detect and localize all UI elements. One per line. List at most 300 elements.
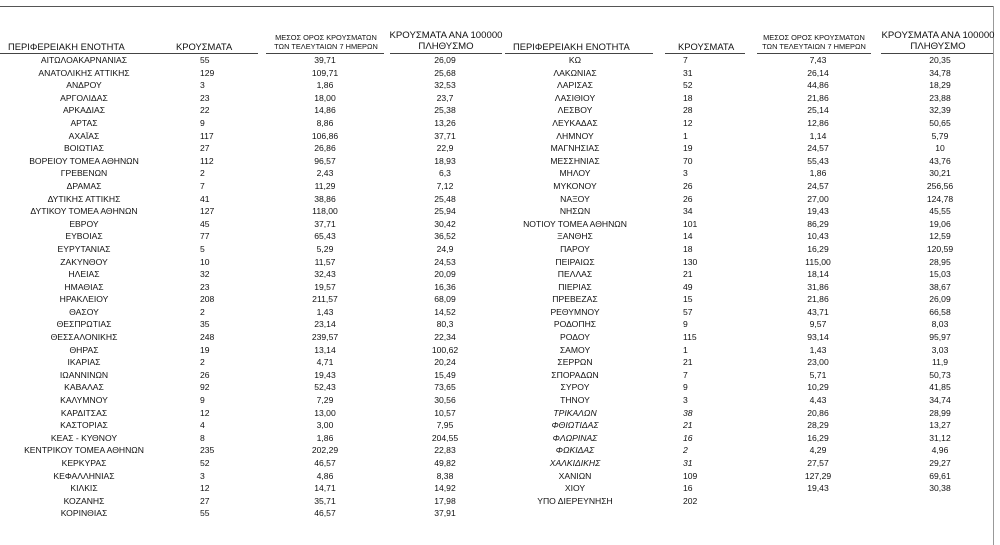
left-table-row — [0, 243, 497, 256]
left-cell-avg: 19,57 — [314, 281, 336, 292]
right-header-cases: ΚΡΟΥΣΜΑΤΑ — [678, 41, 735, 52]
left-cell-per: 25,38 — [434, 105, 456, 116]
left-cell-cases: 7 — [200, 180, 205, 191]
right-cell-region: ΤΡΙΚΑΛΩΝ — [553, 407, 597, 418]
left-cell-cases: 2 — [200, 357, 205, 368]
left-table-row — [0, 318, 497, 331]
right-cell-cases: 9 — [683, 382, 688, 393]
right-cell-region: ΜΑΓΝΗΣΙΑΣ — [550, 143, 600, 154]
left-header-region: ΠΕΡΙΦΕΡΕΙΑΚΗ ΕΝΟΤΗΤΑ — [8, 41, 125, 52]
left-table-row — [0, 268, 497, 281]
left-header-average — [265, 33, 387, 51]
left-cell-avg: 4,86 — [316, 470, 334, 481]
left-cell-cases: 19 — [200, 344, 210, 355]
left-cell-region: ΒΟΙΩΤΙΑΣ — [64, 143, 104, 154]
left-cell-cases: 248 — [200, 332, 215, 343]
right-table-row — [505, 331, 995, 344]
left-cell-cases: 92 — [200, 382, 210, 393]
left-cell-per: 25,48 — [434, 193, 456, 204]
left-cell-per: 100,62 — [431, 344, 459, 355]
right-cell-cases: 18 — [683, 243, 693, 254]
right-table-row — [505, 482, 995, 495]
right-cell-per: 29,27 — [929, 458, 951, 468]
right-cell-per: 4,96 — [931, 445, 949, 456]
left-cell-cases: 12 — [200, 483, 210, 494]
left-cell-region: ΚΑΣΤΟΡΙΑΣ — [60, 420, 108, 431]
right-cell-cases: 15 — [683, 294, 693, 305]
right-cell-region: ΣΥΡΟΥ — [560, 382, 590, 393]
right-table-row — [505, 281, 995, 294]
right-cell-avg: 127,29 — [804, 470, 832, 481]
right-cell-cases: 202 — [683, 495, 698, 506]
right-cell-cases: 3 — [683, 395, 688, 406]
right-cell-avg: 1,86 — [809, 168, 827, 179]
right-cell-avg: 5,71 — [809, 369, 827, 380]
left-cell-avg: 38,86 — [314, 193, 336, 204]
left-cell-per: 7,12 — [436, 180, 454, 191]
right-header-region: ΠΕΡΙΦΕΡΕΙΑΚΗ ΕΝΟΤΗΤΑ — [513, 41, 630, 52]
left-cell-region: ΚΙΛΚΙΣ — [70, 483, 98, 494]
left-table-row — [0, 256, 497, 269]
left-cell-avg: 19,43 — [314, 369, 336, 380]
right-cell-avg: 4,43 — [809, 395, 827, 406]
left-table-row — [0, 482, 497, 495]
right-cell-cases: 26 — [683, 180, 693, 191]
left-cell-cases: 5 — [200, 243, 205, 254]
right-table-row — [505, 142, 995, 155]
left-table-row — [0, 205, 497, 218]
right-cell-per: 69,61 — [929, 470, 951, 481]
right-cell-avg: 7,43 — [809, 55, 827, 65]
left-cell-cases: 23 — [200, 281, 210, 292]
right-cell-region: ΦΘΙΩΤΙΔΑΣ — [551, 420, 599, 431]
left-cell-region: ΘΕΣΣΑΛΟΝΙΚΗΣ — [50, 332, 118, 343]
left-table-row — [0, 180, 497, 193]
left-table-row — [0, 142, 497, 155]
left-cell-avg: 8,86 — [316, 117, 334, 128]
left-table-row — [0, 293, 497, 306]
left-cell-region: ΖΑΚΥΝΘΟΥ — [60, 256, 108, 267]
right-header-average-line1: ΜΕΣΟΣ ΟΡΟΣ ΚΡΟΥΣΜΑΤΩΝ — [763, 33, 865, 42]
right-cell-avg: 1,14 — [809, 130, 827, 141]
right-cell-per: 31,12 — [929, 432, 951, 443]
right-table-row — [505, 155, 995, 168]
right-cell-per: 50,73 — [929, 369, 951, 380]
right-table-row — [505, 54, 995, 67]
left-cell-per: 73,65 — [434, 382, 456, 393]
right-table-row — [505, 495, 995, 508]
right-cell-region: ΧΑΛΚΙΔΙΚΗΣ — [549, 458, 601, 468]
left-cell-region: ΘΗΡΑΣ — [69, 344, 99, 355]
right-cell-region: ΜΕΣΣΗΝΙΑΣ — [550, 155, 600, 166]
left-cell-region: ΑΝΑΤΟΛΙΚΗΣ ΑΤΤΙΚΗΣ — [38, 67, 130, 78]
left-cell-per: 15,49 — [434, 369, 456, 380]
left-table-row — [0, 495, 497, 508]
left-cell-region: ΓΡΕΒΕΝΩΝ — [60, 168, 108, 179]
left-cell-avg: 13,00 — [314, 407, 336, 418]
left-cell-avg: 11,57 — [314, 256, 336, 267]
right-table-row — [505, 67, 995, 80]
right-cell-per: 10 — [935, 143, 945, 154]
left-table-row — [0, 457, 497, 470]
right-cell-cases: 16 — [683, 483, 693, 494]
left-cell-avg: 1,43 — [316, 306, 334, 317]
right-cell-avg: 28,29 — [807, 420, 829, 431]
left-cell-avg: 23,14 — [314, 319, 336, 330]
right-cell-region: ΣΑΜΟΥ — [559, 344, 591, 355]
left-cell-region: ΚΕΝΤΡΙΚΟΥ ΤΟΜΕΑ ΑΘΗΝΩΝ — [24, 445, 144, 456]
right-cell-per: 19,06 — [929, 218, 951, 229]
left-cell-cases: 9 — [200, 117, 205, 128]
right-table-row — [505, 306, 995, 319]
left-cell-region: ΑΝΔΡΟΥ — [66, 80, 102, 91]
right-table-row — [505, 130, 995, 143]
left-table-row — [0, 67, 497, 80]
left-table-row — [0, 381, 497, 394]
left-cell-avg: 46,57 — [314, 508, 336, 519]
left-cell-region: ΗΜΑΘΙΑΣ — [64, 281, 104, 292]
right-header-per100k-line2: ΠΛΗΘΥΣΜΟ — [910, 41, 966, 52]
left-cell-avg: 11,29 — [314, 180, 336, 191]
left-header-per100k-line2: ΠΛΗΘΥΣΜΟ — [418, 41, 474, 52]
right-cell-cases: 7 — [683, 55, 688, 65]
right-cell-avg: 4,29 — [809, 445, 827, 456]
left-cell-per: 204,55 — [431, 432, 459, 443]
left-cell-cases: 10 — [200, 256, 210, 267]
left-cell-avg: 7,29 — [316, 395, 334, 406]
left-cell-region: ΘΑΣΟΥ — [69, 306, 99, 317]
right-cell-cases: 52 — [683, 80, 693, 91]
right-cell-cases: 49 — [683, 281, 693, 292]
right-table-row — [505, 419, 995, 432]
left-cell-region: ΗΡΑΚΛΕΙΟΥ — [59, 294, 109, 305]
right-cell-cases: 31 — [683, 67, 693, 78]
right-table-row — [505, 318, 995, 331]
left-header-average-line1: ΜΕΣΟΣ ΟΡΟΣ ΚΡΟΥΣΜΑΤΩΝ — [275, 33, 377, 42]
left-cell-region: ΕΒΡΟΥ — [69, 218, 99, 229]
right-cell-per: 11,9 — [931, 357, 949, 368]
left-table-row — [0, 407, 497, 420]
right-cell-per: 45,55 — [929, 206, 951, 217]
right-cell-region: ΜΥΚΟΝΟΥ — [553, 180, 597, 191]
right-cell-cases: 12 — [683, 117, 693, 128]
right-table-row — [505, 268, 995, 281]
right-cell-cases: 21 — [683, 269, 693, 280]
right-cell-cases: 38 — [683, 407, 693, 418]
right-cell-cases: 21 — [683, 357, 693, 368]
right-cell-cases: 2 — [683, 445, 688, 456]
left-cell-avg: 109,71 — [311, 67, 339, 78]
left-table-row — [0, 230, 497, 243]
right-cell-per: 15,03 — [929, 269, 951, 280]
right-cell-region: ΠΡΕΒΕΖΑΣ — [552, 294, 598, 305]
left-cell-avg: 118,00 — [312, 206, 338, 217]
right-cell-cases: 14 — [683, 231, 693, 242]
right-cell-per: 66,58 — [929, 306, 951, 317]
right-cell-avg: 21,86 — [807, 294, 829, 305]
top-rule — [0, 6, 994, 7]
left-cell-per: 14,92 — [434, 483, 456, 494]
left-cell-cases: 112 — [200, 155, 214, 166]
right-cell-region: ΠΙΕΡΙΑΣ — [558, 281, 592, 292]
left-cell-region: ΑΡΤΑΣ — [70, 117, 98, 128]
right-cell-avg: 25,14 — [807, 105, 829, 116]
right-table-row — [505, 444, 995, 457]
left-cell-per: 30,42 — [434, 218, 456, 229]
right-cell-cases: 21 — [683, 420, 693, 431]
left-cell-avg: 65,43 — [314, 231, 336, 242]
left-table-body — [0, 54, 497, 520]
left-cell-avg: 14,86 — [314, 105, 336, 116]
right-table-row — [505, 470, 995, 483]
right-cell-per: 124,78 — [926, 193, 954, 204]
left-cell-avg: 52,43 — [314, 382, 336, 393]
left-cell-cases: 55 — [200, 508, 210, 519]
right-cell-region: ΝΑΞΟΥ — [560, 193, 590, 204]
right-cell-cases: 3 — [683, 168, 688, 179]
right-cell-region: ΞΑΝΘΗΣ — [557, 231, 593, 242]
right-cell-per: 38,67 — [929, 281, 951, 292]
right-cell-region: ΛΕΥΚΑΔΑΣ — [552, 117, 598, 128]
left-cell-per: 49,82 — [434, 458, 456, 468]
right-cell-region: ΛΑΣΙΘΙΟΥ — [554, 92, 596, 103]
right-cell-cases: 7 — [683, 369, 688, 380]
left-cell-per: 22,83 — [434, 445, 456, 456]
right-table-row — [505, 432, 995, 445]
right-cell-cases: 1 — [683, 344, 688, 355]
left-cell-region: ΕΥΒΟΙΑΣ — [65, 231, 103, 242]
left-cell-avg: 4,71 — [316, 357, 334, 368]
left-table-row — [0, 419, 497, 432]
right-cell-region: ΤΗΝΟΥ — [560, 395, 590, 406]
left-cell-avg: 239,57 — [311, 332, 339, 343]
left-cell-per: 17,98 — [434, 495, 456, 506]
left-cell-per: 20,24 — [434, 357, 456, 368]
left-cell-cases: 129 — [200, 67, 215, 78]
left-cell-cases: 12 — [200, 407, 210, 418]
left-cell-per: 32,53 — [434, 80, 456, 91]
right-cell-region: ΦΩΚΙΔΑΣ — [555, 445, 595, 456]
right-cell-avg: 86,29 — [807, 218, 829, 229]
right-table-row — [505, 104, 995, 117]
left-table-row — [0, 432, 497, 445]
right-cell-region: ΡΕΘΥΜΝΟΥ — [550, 306, 600, 317]
left-cell-cases: 235 — [200, 445, 215, 456]
right-cell-avg: 19,43 — [807, 483, 829, 494]
right-cell-avg: 1,43 — [809, 344, 827, 355]
left-header-per100k — [385, 30, 507, 52]
right-cell-region: ΠΕΙΡΑΙΩΣ — [555, 256, 595, 267]
right-table-row — [505, 243, 995, 256]
left-table-row — [0, 344, 497, 357]
right-cell-avg: 16,29 — [807, 243, 829, 254]
left-table-row — [0, 155, 497, 168]
left-cell-region: ΔΥΤΙΚΗΣ ΑΤΤΙΚΗΣ — [47, 193, 121, 204]
left-cell-region: ΔΡΑΜΑΣ — [66, 180, 102, 191]
left-cell-cases: 45 — [200, 218, 210, 229]
left-header-per100k-line1: ΚΡΟΥΣΜΑΤΑ ΑΝΑ 100000 — [389, 30, 503, 41]
left-cell-avg: 37,71 — [314, 218, 336, 229]
right-cell-region: ΦΛΩΡΙΝΑΣ — [552, 432, 598, 443]
left-cell-region: ΚΑΛΥΜΝΟΥ — [60, 395, 108, 406]
right-cell-per: 120,59 — [926, 243, 954, 254]
left-table — [0, 24, 503, 520]
left-cell-cases: 3 — [200, 80, 205, 91]
right-cell-avg: 24,57 — [807, 143, 829, 154]
left-cell-cases: 117 — [200, 130, 214, 141]
left-cell-region: ΑΡΓΟΛΙΔΑΣ — [60, 92, 108, 103]
right-table-row — [505, 230, 995, 243]
left-cell-cases: 27 — [200, 143, 210, 154]
right-table-row — [505, 92, 995, 105]
right-cell-avg: 24,57 — [807, 180, 829, 191]
right-table-row — [505, 394, 995, 407]
left-cell-region: ΕΥΡΥΤΑΝΙΑΣ — [57, 243, 111, 254]
right-cell-per: 8,03 — [931, 319, 949, 330]
right-cell-per: 34,74 — [929, 395, 951, 406]
left-table-row — [0, 193, 497, 206]
left-cell-avg: 35,71 — [314, 495, 336, 506]
right-cell-avg: 9,57 — [809, 319, 827, 330]
left-cell-per: 37,91 — [434, 508, 456, 519]
left-cell-per: 18,93 — [434, 155, 456, 166]
right-cell-cases: 34 — [683, 206, 693, 217]
right-cell-avg: 55,43 — [807, 155, 829, 166]
left-cell-cases: 4 — [200, 420, 205, 431]
right-cell-avg: 43,71 — [807, 306, 829, 317]
right-cell-per: 20,35 — [929, 55, 951, 65]
left-cell-cases: 23 — [200, 92, 210, 103]
right-table-row — [505, 180, 995, 193]
left-cell-avg: 1,86 — [316, 80, 334, 91]
left-cell-per: 14,52 — [434, 306, 456, 317]
left-cell-avg: 211,57 — [312, 294, 338, 305]
left-cell-cases: 3 — [200, 470, 205, 481]
right-cell-region: ΡΟΔΟΠΗΣ — [553, 319, 597, 330]
left-cell-cases: 22 — [200, 105, 210, 116]
right-cell-per: 43,76 — [929, 155, 951, 166]
right-table-row — [505, 407, 995, 420]
left-cell-cases: 77 — [200, 231, 210, 242]
right-header-per100k — [878, 30, 998, 52]
left-cell-region: ΗΛΕΙΑΣ — [68, 269, 100, 280]
left-cell-cases: 127 — [200, 206, 215, 217]
right-table-row — [505, 256, 995, 269]
left-cell-cases: 52 — [200, 458, 210, 468]
right-cell-avg: 27,00 — [807, 193, 829, 204]
left-cell-avg: 2,43 — [316, 168, 334, 179]
right-cell-cases: 28 — [683, 105, 693, 116]
left-table-row — [0, 331, 497, 344]
left-table-row — [0, 167, 497, 180]
right-cell-per: 12,59 — [929, 231, 951, 242]
left-cell-per: 16,36 — [434, 281, 456, 292]
left-cell-region: ΚΟΡΙΝΘΙΑΣ — [60, 508, 108, 519]
right-cell-region: ΛΗΜΝΟΥ — [556, 130, 594, 141]
left-table-row — [0, 394, 497, 407]
left-cell-per: 36,52 — [434, 231, 456, 242]
left-cell-region: ΔΥΤΙΚΟΥ ΤΟΜΕΑ ΑΘΗΝΩΝ — [30, 206, 138, 217]
left-cell-per: 26,09 — [434, 55, 456, 65]
right-table-row — [505, 218, 995, 231]
left-cell-region: ΚΕΦΑΛΛΗΝΙΑΣ — [53, 470, 115, 481]
right-cell-cases: 109 — [683, 470, 698, 481]
right-cell-cases: 70 — [683, 155, 693, 166]
right-cell-cases: 115 — [683, 332, 697, 343]
right-cell-region: ΛΕΣΒΟΥ — [557, 105, 593, 116]
left-cell-per: 37,71 — [434, 130, 456, 141]
right-cell-avg: 31,86 — [807, 281, 829, 292]
right-cell-avg: 115,00 — [805, 256, 831, 267]
right-cell-per: 26,09 — [929, 294, 951, 305]
right-cell-avg: 44,86 — [807, 80, 829, 91]
right-cell-cases: 130 — [683, 256, 698, 267]
right-cell-avg: 10,29 — [807, 382, 829, 393]
left-table-row — [0, 356, 497, 369]
left-cell-region: ΒΟΡΕΙΟΥ ΤΟΜΕΑ ΑΘΗΝΩΝ — [29, 155, 139, 166]
right-cell-per: 50,65 — [929, 117, 951, 128]
right-table-row — [505, 205, 995, 218]
left-cell-per: 24,53 — [434, 256, 456, 267]
left-table-row — [0, 306, 497, 319]
left-cell-region: ΑΧΑΪΑΣ — [68, 130, 100, 141]
right-cell-avg: 20,86 — [807, 407, 829, 418]
right-cell-per: 41,85 — [929, 382, 951, 393]
left-cell-avg: 13,14 — [314, 344, 336, 355]
left-cell-avg: 18,00 — [314, 92, 336, 103]
right-cell-region: ΝΗΣΩΝ — [559, 206, 591, 217]
right-cell-per: 28,95 — [929, 256, 951, 267]
left-cell-cases: 9 — [200, 395, 205, 406]
right-cell-avg: 10,43 — [807, 231, 829, 242]
left-header-average-line2: ΤΩΝ ΤΕΛΕΥΤΑΙΩΝ 7 ΗΜΕΡΩΝ — [274, 42, 378, 51]
right-cell-cases: 16 — [683, 432, 693, 443]
left-cell-cases: 208 — [200, 294, 215, 305]
right-cell-cases: 1 — [683, 130, 688, 141]
right-table-row — [505, 457, 995, 470]
left-cell-region: ΙΚΑΡΙΑΣ — [67, 357, 101, 368]
left-cell-per: 13,26 — [434, 117, 456, 128]
left-cell-cases: 41 — [200, 193, 210, 204]
right-cell-cases: 18 — [683, 92, 693, 103]
left-cell-region: ΚΟΖΑΝΗΣ — [63, 495, 105, 506]
right-table-row — [505, 381, 995, 394]
right-cell-cases: 57 — [683, 306, 693, 317]
left-cell-cases: 55 — [200, 55, 210, 65]
right-cell-per: 5,79 — [931, 130, 949, 141]
left-cell-avg: 5,29 — [316, 243, 334, 254]
left-table-row — [0, 281, 497, 294]
left-table-row — [0, 130, 497, 143]
left-cell-region: ΑΙΤΩΛΟΑΚΑΡΝΑΝΙΑΣ — [40, 55, 128, 65]
left-table-row — [0, 54, 497, 67]
right-cell-region: ΥΠΟ ΔΙΕΡΕΥΝΗΣΗ — [537, 495, 613, 506]
left-cell-region: ΙΩΑΝΝΙΝΩΝ — [59, 369, 109, 380]
left-cell-per: 80,3 — [436, 319, 454, 330]
right-cell-region: ΧΙΟΥ — [564, 483, 586, 494]
right-cell-avg: 18,14 — [807, 269, 829, 280]
right-table-row — [505, 344, 995, 357]
left-table-row — [0, 92, 497, 105]
right-table-row — [505, 117, 995, 130]
left-table-row — [0, 444, 497, 457]
left-cell-per: 25,94 — [434, 206, 456, 217]
right-cell-region: ΛΑΚΩΝΙΑΣ — [553, 67, 597, 78]
right-cell-per: 32,39 — [929, 105, 951, 116]
right-cell-avg: 19,43 — [807, 206, 829, 217]
right-cell-per: 18,29 — [929, 80, 951, 91]
left-cell-region: ΚΕΑΣ - ΚΥΘΝΟΥ — [50, 432, 118, 443]
